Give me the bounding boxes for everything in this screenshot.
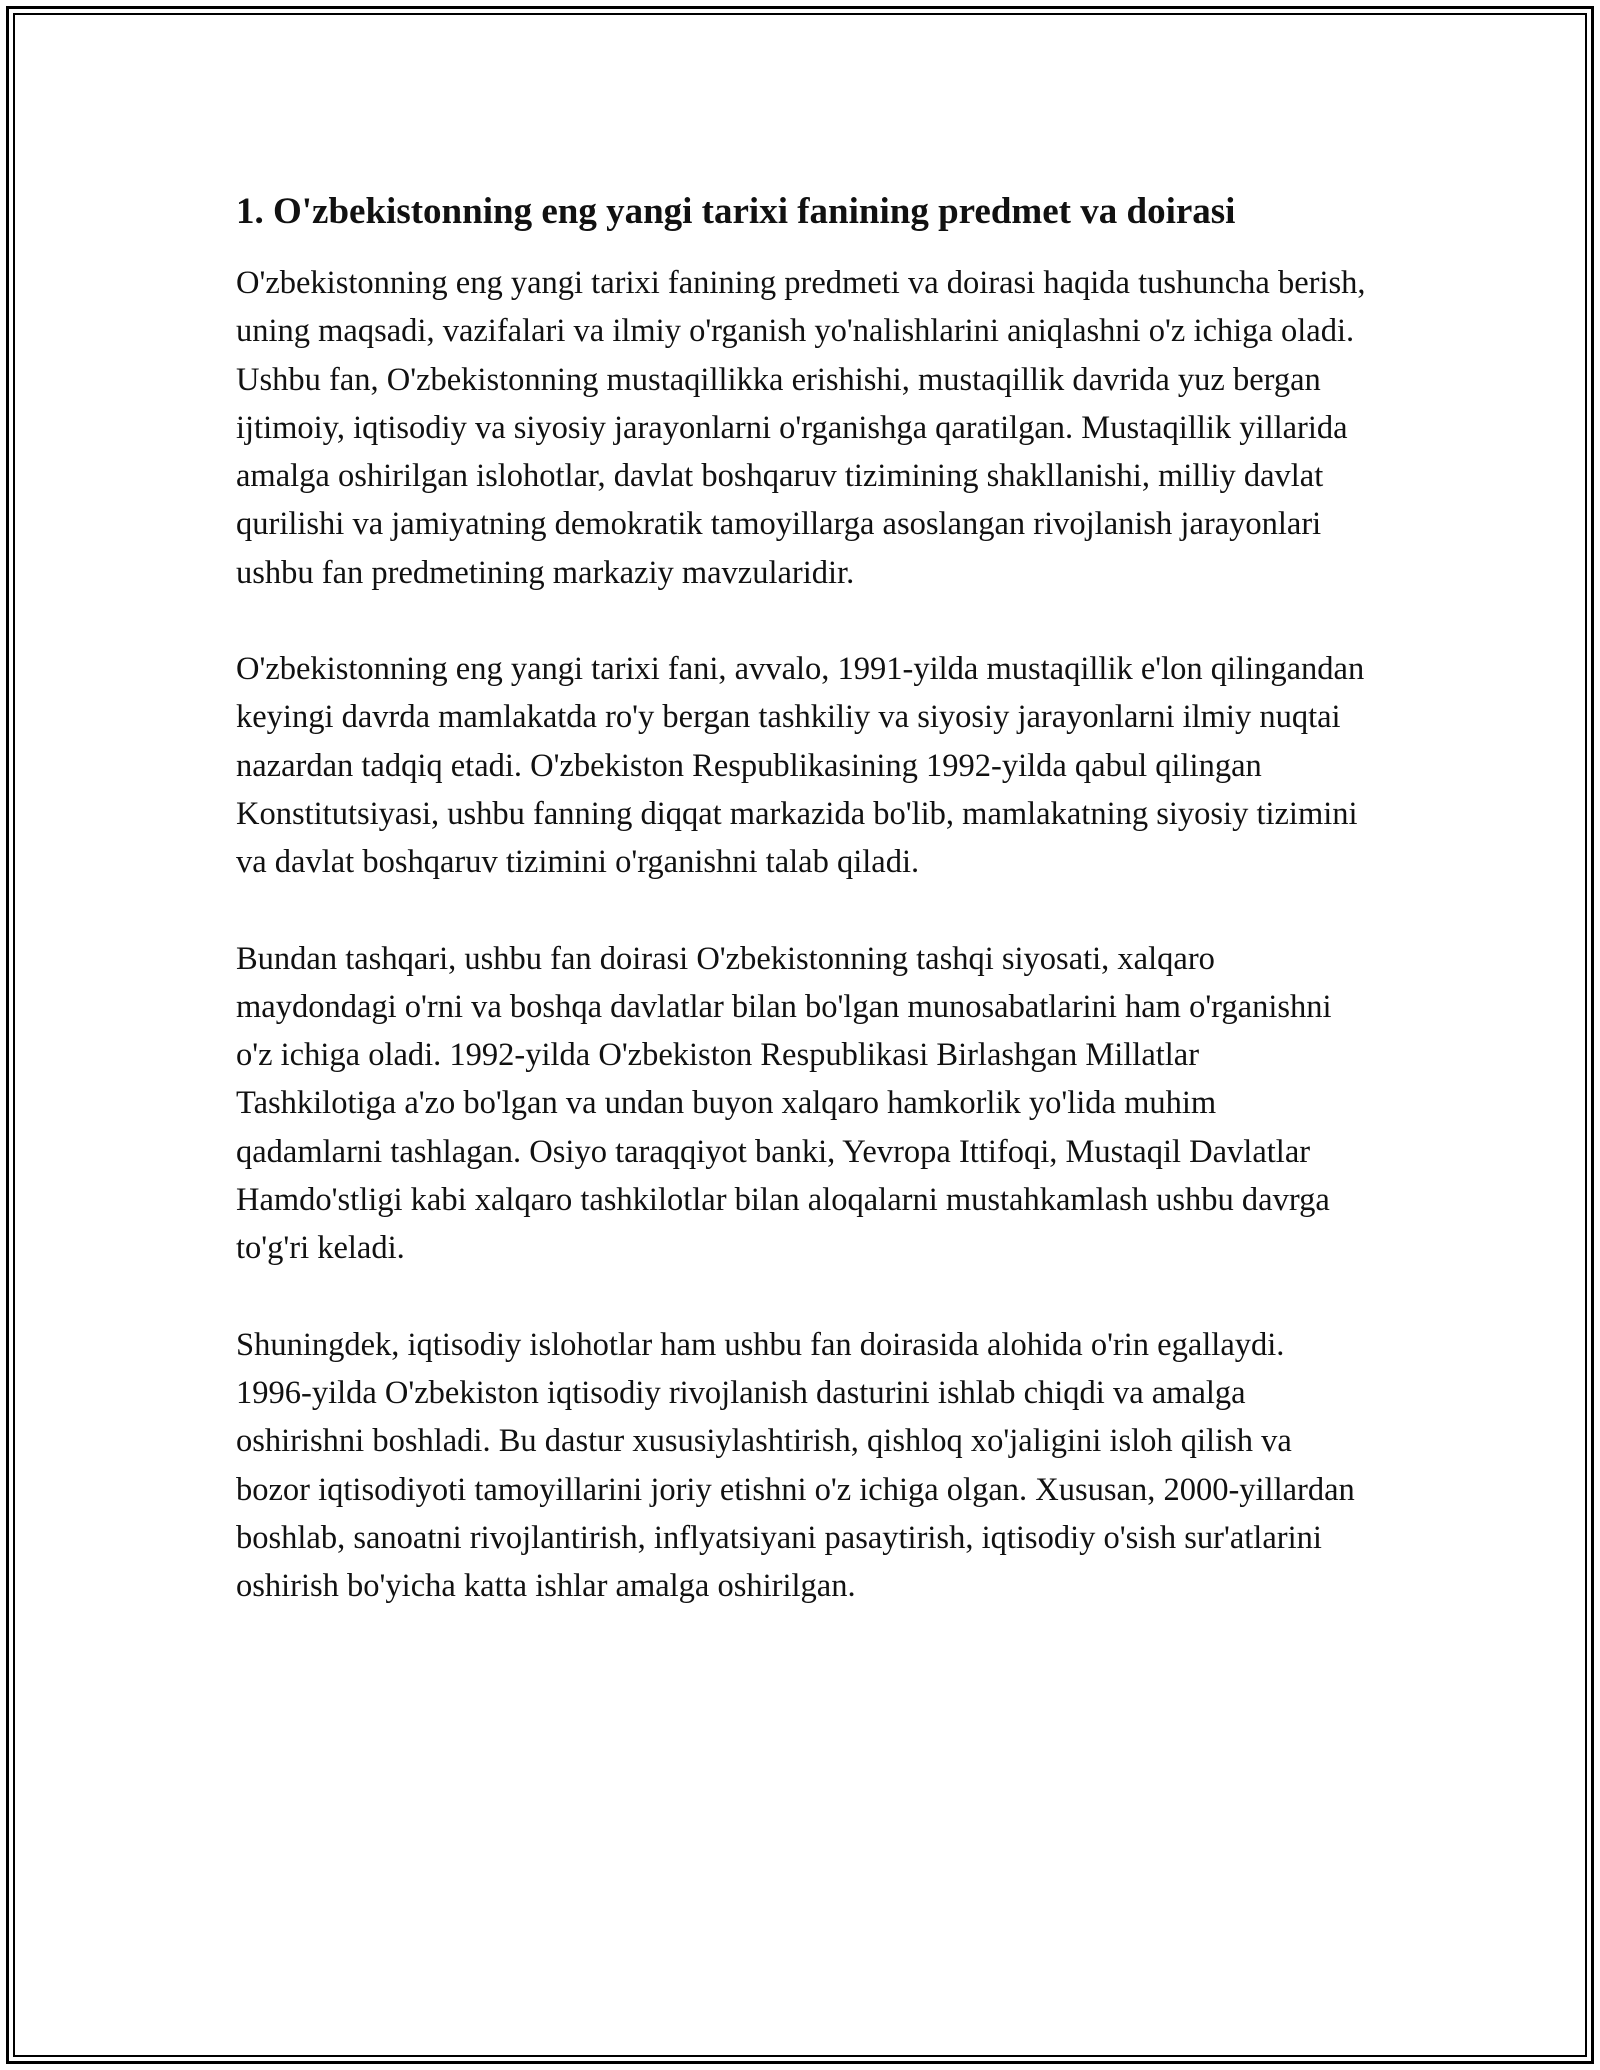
paragraph-independence-constitution: O'zbekistonning eng yangi tarixi fani, avvalo, 1991-yilda mustaqillik e'lon qilingandan keyingi davrda mamlakatda ro'y bergan tashkiliy va siyosiy jarayonlarni ilmiy nuqtai nazardan tadqiq etadi. O'zbekiston Respublikasining 1992-yilda qabul qilingan Konstitutsiyasi, ushbu fanning diqqat markazida bo'lib, mamlakatning siyosiy tizimini va davlat boshqaruv tizimini o'rganishni talab qiladi.	[236, 651, 1365, 881]
paragraph-subject-definition: O'zbekistonning eng yangi tarixi fanining predmeti va doirasi haqida tushuncha berish, uning maqsadi, vazifalari va ilmiy o'rganish yo'nalishlarini aniqlashni o'z ichiga oladi. Ushbu fan, O'zbekistonning mustaqillikka erishishi, mustaqillik davrida yuz bergan ijtimoiy, iqtisodiy va siyosiy jarayonlarni o'rganishga qaratilgan. Mustaqillik yillarida amalga oshirilgan islohotlar, davlat boshqaruv tizimining shakllanishi, milliy davlat qurilishi va jamiyatning demokratik tamoyillarga asoslangan rivojlanish jarayonlari ushbu fan predmetining markaziy mavzularidir.	[236, 265, 1366, 591]
paragraph-economic-reforms: Shuningdek, iqtisodiy islohotlar ham ushbu fan doirasida alohida o'rin egallaydi. 1996-yilda O'zbekiston iqtisodiy rivojlanish dasturini ishlab chiqdi va amalga oshirishni boshladi. Bu dastur xususiylashtirish, qishloq xo'jaligini isloh qilish va bozor iqtisodiyoti tamoyillarini joriy etishni o'z ichiga olgan. Xususan, 2000-yillardan boshlab, sanoatni rivojlantirish, inflyatsiyani pasaytirish, iqtisodiy o'sish sur'atlarini oshirish bo'yicha katta ishlar amalga oshirilgan.	[236, 1326, 1355, 1605]
paragraph-foreign-policy: Bundan tashqari, ushbu fan doirasi O'zbekistonning tashqi siyosati, xalqaro maydondagi o'rni va boshqa davlatlar bilan bo'lgan munosabatlarini ham o'rganishni o'z ichiga oladi. 1992-yilda O'zbekiston Respublikasi Birlashgan Millatlar Tashkilotiga a'zo bo'lgan va undan buyon xalqaro hamkorlik yo'lida muhim qadamlarni tashlagan. Osiyo taraqqiyot banki, Yevropa Ittifoqi, Mustaqil Davlatlar Hamdo'stligi kabi xalqaro tashkilotlar bilan aloqalarni mustahkamlash ushbu davrga to'g'ri keladi.	[236, 940, 1332, 1267]
document-title: 1. O'zbekistonning eng yangi tarixi fanining predmet va doirasi	[236, 191, 1236, 232]
document-body	[236, 185, 1366, 1658]
